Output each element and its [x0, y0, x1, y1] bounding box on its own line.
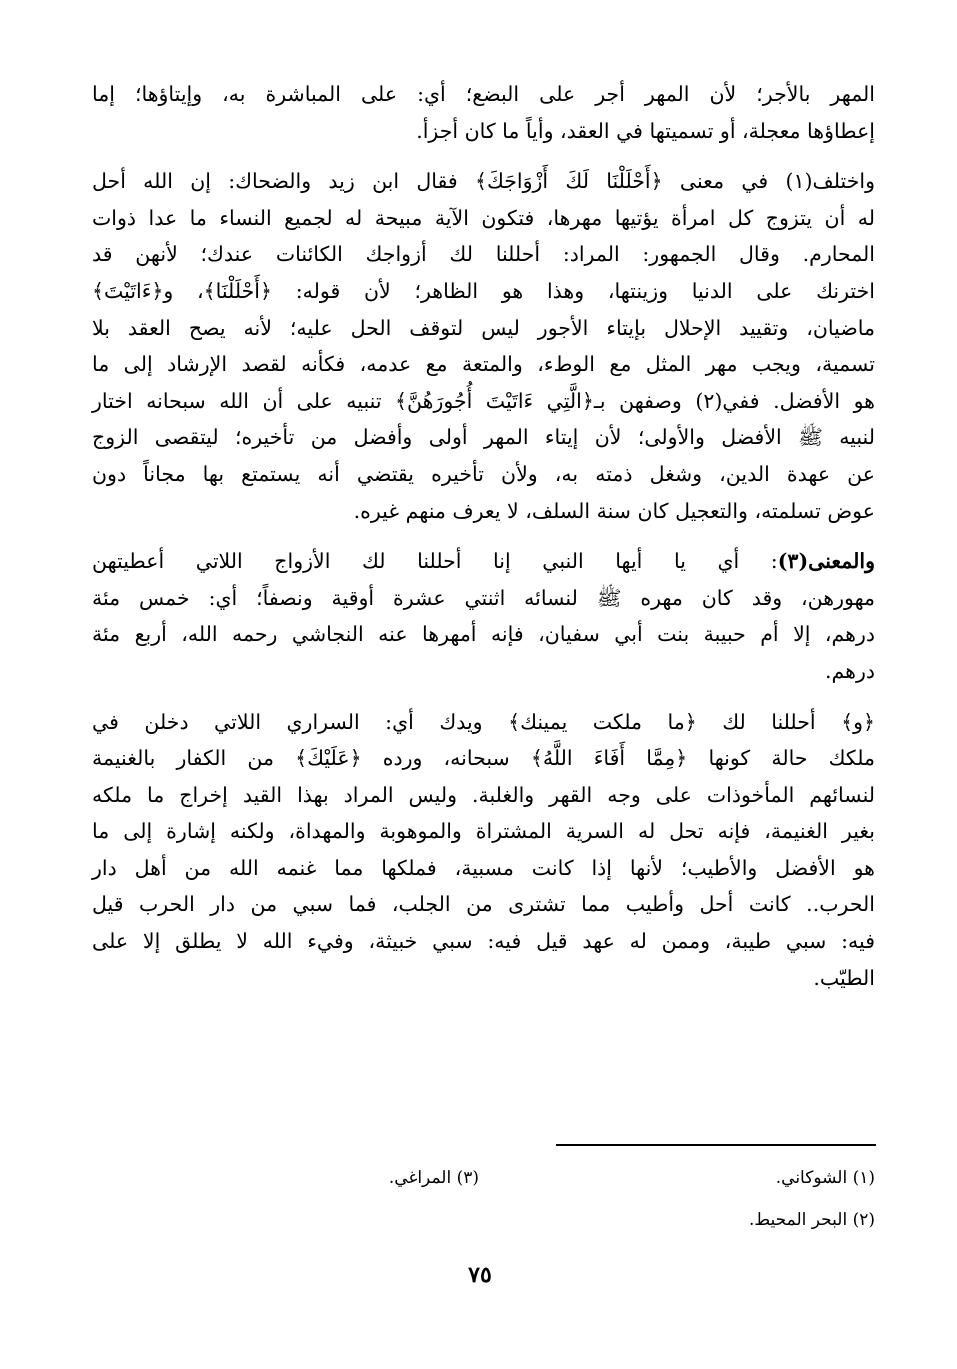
text-line: لنسائهم المأخوذات على وجه القهر والغلبة. وليس المراد بهذا القيد إخراج ما ملكه: [92, 782, 875, 807]
text-line: ملكك حالة كونها ﴿مِمَّا أَفَاءَ اللَّهُ﴾ سبحانه، ورده ﴿عَلَيْكَ﴾ من الكفار بالغنيمة: [92, 746, 875, 771]
text-line: لنبيه ﷺ الأفضل والأولى؛ لأن إيتاء المهر أولى وأفضل من تأخيره؛ ليتقصى الزوج: [92, 425, 875, 450]
text-line: بغير الغنيمة، فإنه تحل له السرية المشتراة والموهوبة والمهداة، ولكنه إشارة إلى ما: [92, 819, 875, 844]
text-line: واختلف(١) في معنى ﴿أَحْلَلْنَا لَكَ أَزْوَاجَكَ﴾ فقال ابن زيد والضحاك: إن الله أحل: [92, 169, 875, 194]
text-line: ماضيان، وتقييد الإحلال بإيتاء الأجور ليس لتوقف الحل عليه؛ لأنه يصح العقد بلا: [92, 315, 875, 340]
text-line: هو الأفضل. ففي(٢) وصفهن بـ﴿الَّتِي ءَاتَيْتَ أُجُورَهُنَّ﴾ تنبيه على أن الله سبحانه اختار: [92, 388, 875, 413]
main-text: [92, 76, 875, 1010]
text-line: ﴿و﴾ أحللنا لك ﴿ما ملكت يمينك﴾ ويدك أي: السراري اللاتي دخلن في: [92, 709, 875, 734]
text-line: فيه: سبي طيبة، وممن له عهد قيل فيه: سبي خبيثة، وفيء الله لا يطلق إلا على: [92, 929, 875, 954]
text-line: المحارم. وقال الجمهور: المراد: أحللنا لك أزواجك الكائنات عندك؛ لأنهن قد: [92, 242, 875, 267]
paragraph: [92, 76, 875, 149]
bold-lead-word: والمعنى(٣): [777, 549, 875, 574]
text-span: : أي يا أيها النبي إنا أحللنا لك الأزواج اللاتي أعطيتهن: [92, 549, 778, 574]
text-line: عن عهدة الدين، وشغل ذمته به، ولأن تأخيره يقتضي أنه يستمتع بها مجاناً دون: [92, 461, 875, 486]
paragraph: [92, 543, 875, 689]
footnote-3: (٣) المراغي.: [388, 1168, 479, 1188]
text-line: إعطاؤها معجلة، أو تسميتها في العقد، وأياً ما كان أجزأ.: [416, 118, 875, 143]
page-number: ٧٥: [468, 1262, 492, 1288]
text-line: هو الأفضل والأطيب؛ لأنها إذا كانت مسبية، فملكها مما غنمه الله من أهل دار: [92, 855, 875, 880]
paragraph: [92, 704, 875, 997]
text-line: درهم.: [825, 658, 875, 683]
text-line: المهر بالأجر؛ لأن المهر أجر على البضع؛ أي: على المباشرة به، وإيتاؤها؛ إما: [92, 82, 875, 106]
footnote-1: (١) الشوكاني.: [775, 1168, 875, 1188]
text-line: له أن يتزوج كل امرأة يؤتيها مهرها، فتكون الآية مبيحة له لجميع النساء ما عدا ذوات: [92, 205, 875, 230]
text-line: الطيّب.: [813, 965, 875, 990]
text-line: [92, 543, 875, 580]
text-line: عوض تسلمته، والتعجيل كان سنة السلف، لا يعرف منهم غيره.: [353, 498, 875, 523]
text-line: اخترنك على الدنيا وزينتها، وهذا هو الظاهر؛ لأن قوله: ﴿أَحْلَلْنَا﴾، و﴿ءَاتَيْتَ﴾: [92, 278, 875, 303]
paragraph: [92, 163, 875, 529]
footnote-2: (٢) البحر المحيط.: [749, 1210, 875, 1230]
text-line: الحرب.. كانت أحل وأطيب مما تشترى من الجلب، فما سبي من دار الحرب قيل: [92, 892, 875, 917]
text-line: تسمية، ويجب مهر المثل مع الوطء، والمتعة مع عدمه، فكأنه لقصد الإرشاد إلى ما: [92, 352, 875, 377]
footnote-divider: [556, 1144, 876, 1146]
text-line: مهورهن، وقد كان مهره ﷺ لنسائه اثنتي عشرة أوقية ونصفاً؛ أي: خمس مئة: [92, 585, 875, 610]
text-line: درهم، إلا أم حبيبة بنت أبي سفيان، فإنه أمهرها عنه النجاشي رحمه الله، أربع مئة: [92, 622, 875, 647]
